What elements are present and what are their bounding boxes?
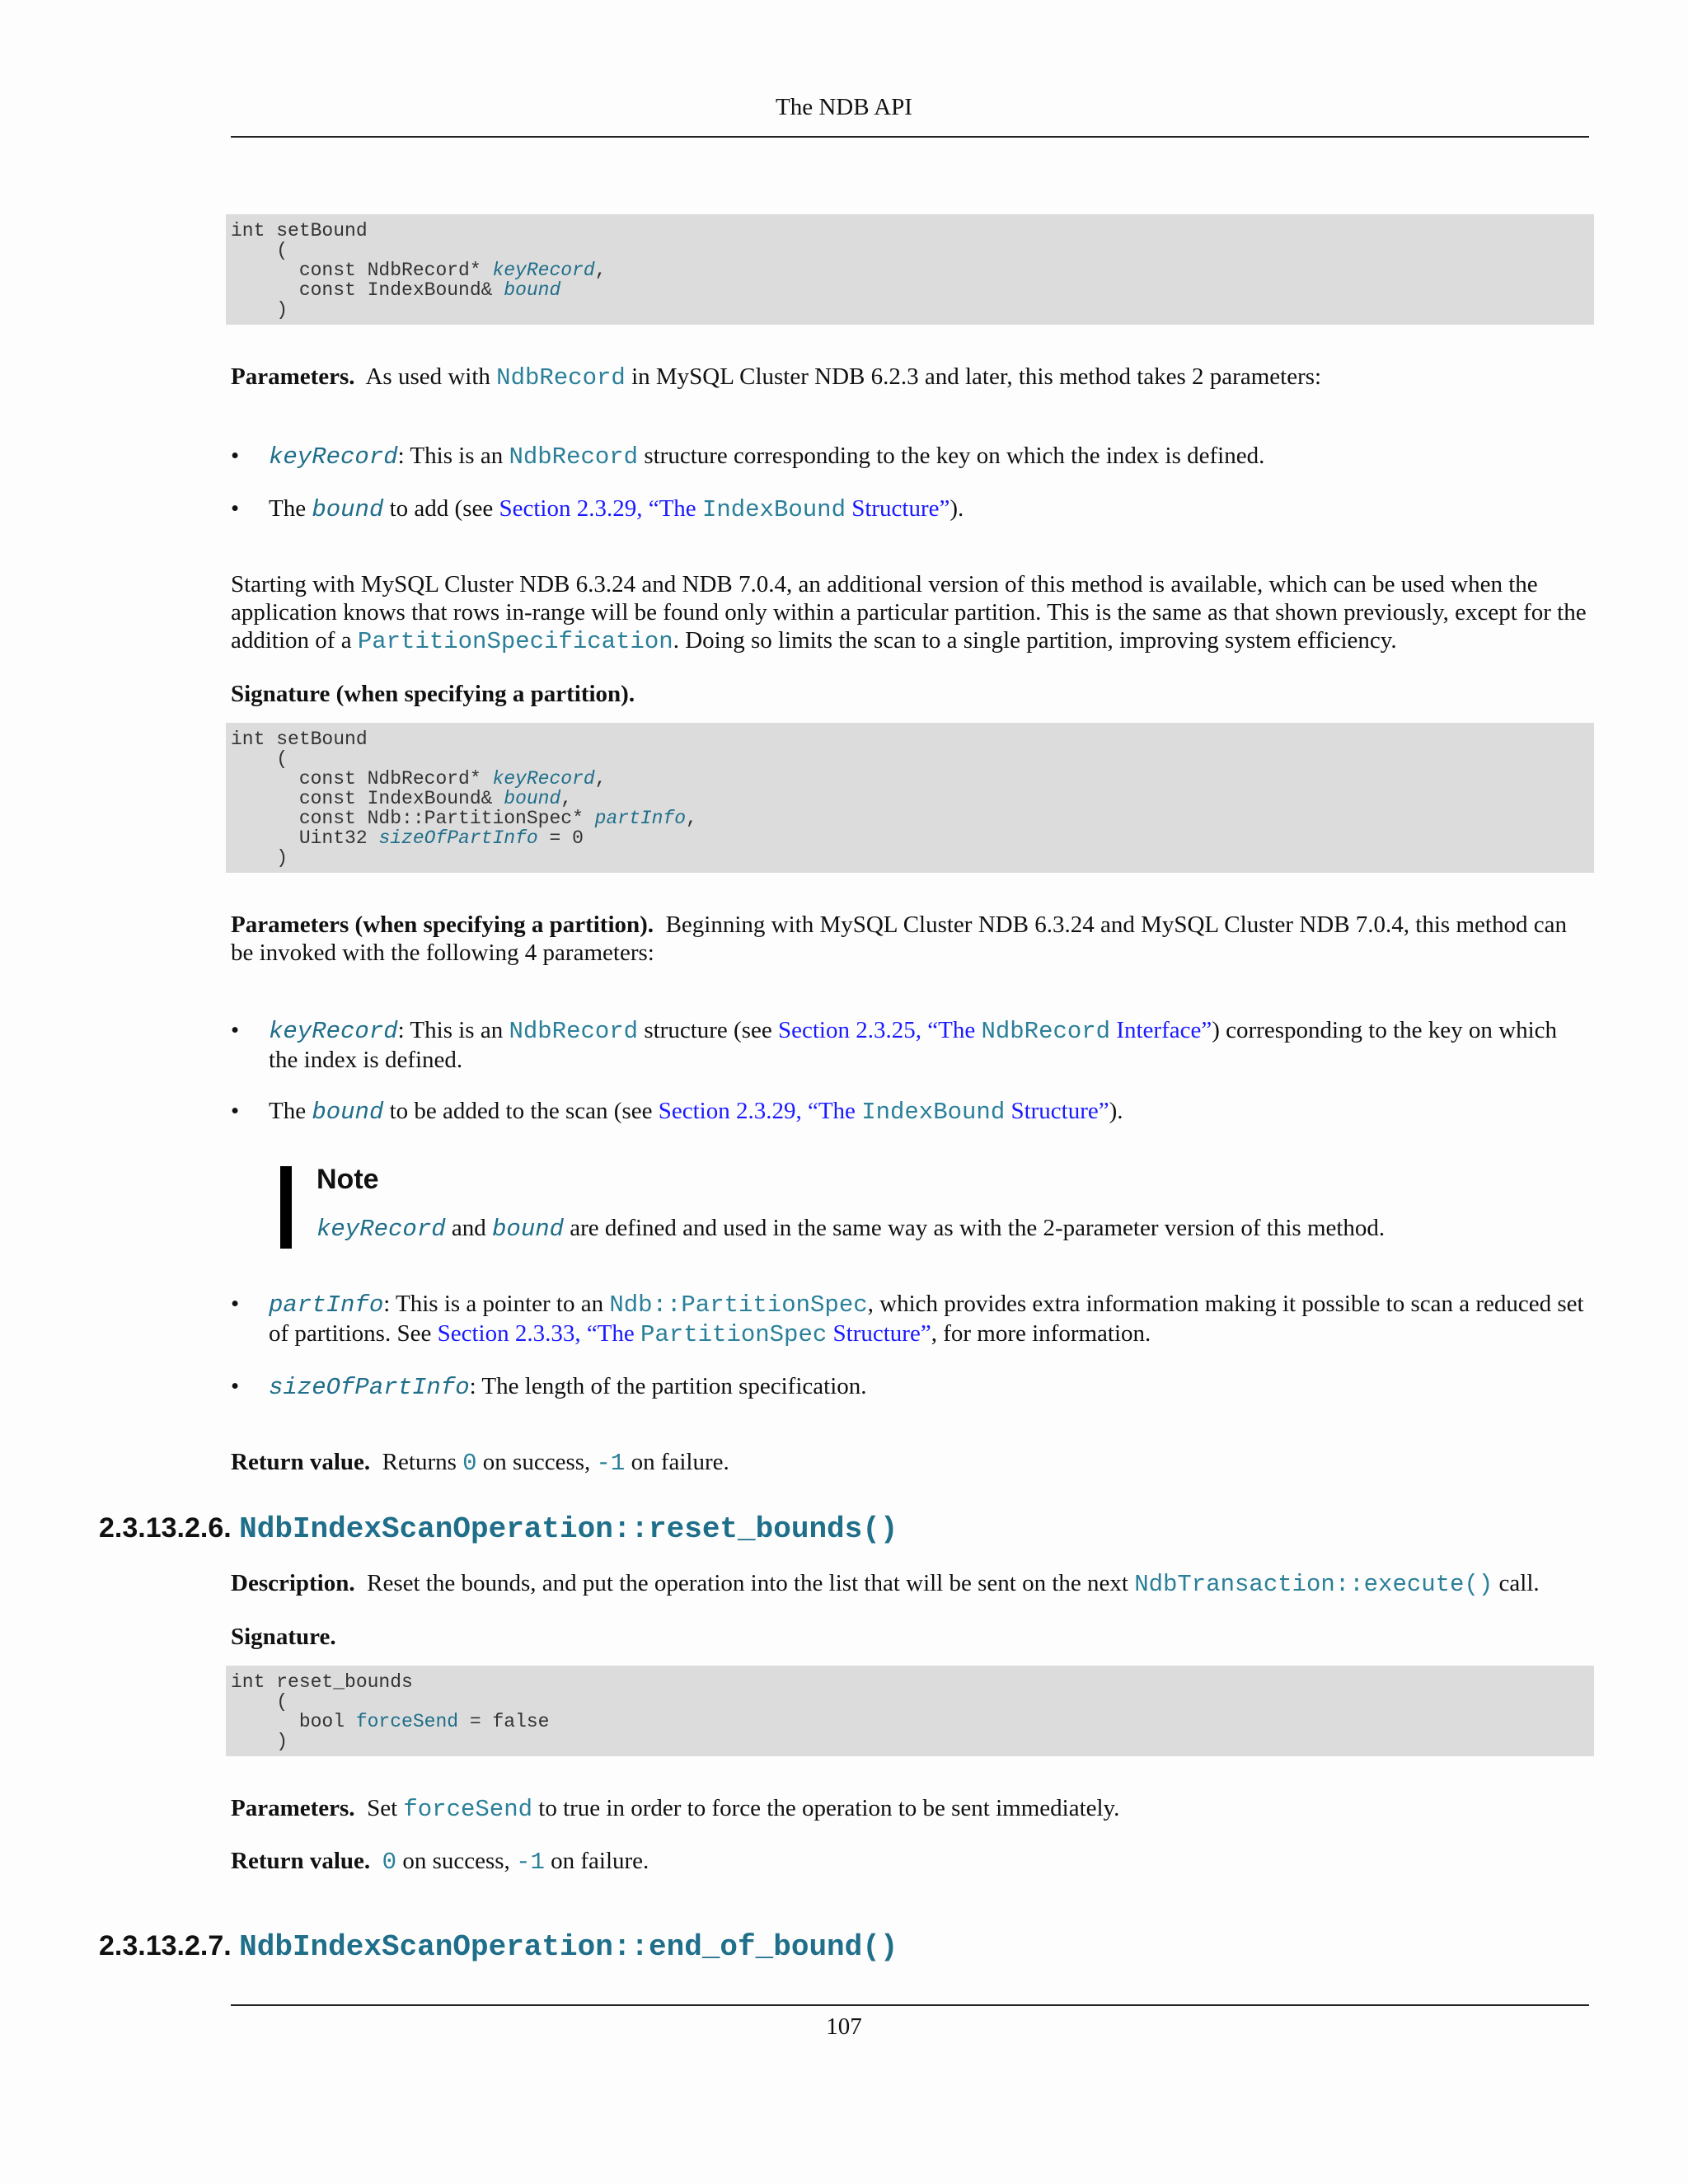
param-name: keyRecord xyxy=(269,443,398,471)
code-param: keyRecord xyxy=(492,768,595,790)
description-text: Reset the bounds, and put the operation into the list that will be sent on the next xyxy=(367,1570,1128,1596)
class-ref: IndexBound xyxy=(861,1099,1006,1126)
item-text: , for more information. xyxy=(931,1320,1151,1347)
signature-label: Signature (when specifying a partition). xyxy=(231,681,635,707)
section-link[interactable] xyxy=(778,1017,1212,1043)
item-text: The xyxy=(269,1098,307,1124)
code-line: int setBound xyxy=(231,220,368,241)
return-paragraph xyxy=(231,1847,1589,1877)
param-name: bound xyxy=(312,496,384,523)
param-list xyxy=(231,442,1589,524)
return-lead: Return value. xyxy=(231,1449,371,1475)
description-text: call. xyxy=(1498,1570,1540,1596)
code-line: ( xyxy=(231,240,288,261)
param-list xyxy=(231,1290,1589,1402)
params-partition-paragraph xyxy=(231,911,1589,967)
item-text: to add (see xyxy=(389,495,494,522)
param-name: sizeOfPartInfo xyxy=(269,1374,470,1401)
note-text xyxy=(316,1214,1589,1244)
literal-value: -1 xyxy=(516,1849,545,1876)
code-block-reset-bounds xyxy=(226,1666,1594,1756)
param-name: forceSend xyxy=(403,1796,533,1823)
code-line: int setBound xyxy=(231,729,368,750)
code-line: Uint32 sizeOfPartInfo = 0 xyxy=(231,827,584,849)
item-text: to be added to the scan (see xyxy=(389,1098,653,1124)
section-link[interactable] xyxy=(499,495,950,522)
partition-paragraph xyxy=(231,570,1589,656)
class-ref: Ndb::PartitionSpec xyxy=(609,1291,868,1319)
item-text: : This is a pointer to an xyxy=(383,1291,604,1317)
literal-value: 0 xyxy=(382,1849,397,1876)
class-ref: NdbRecord xyxy=(509,1018,639,1045)
class-ref: NdbTransaction::execute() xyxy=(1134,1571,1493,1598)
section-function: NdbIndexScanOperation::reset_bounds() xyxy=(239,1512,898,1546)
paragraph-text: . Doing so limits the scan to a single partition, improving system efficiency. xyxy=(673,627,1397,654)
class-ref: NdbRecord xyxy=(981,1018,1111,1045)
list-item xyxy=(231,1016,1589,1074)
item-text: ). xyxy=(950,495,964,522)
return-text: on failure. xyxy=(551,1848,649,1874)
link-text: Section 2.3.25, “The xyxy=(778,1017,976,1043)
link-text: Section 2.3.29, “The xyxy=(658,1098,856,1124)
header-title: The NDB API xyxy=(776,94,912,120)
item-text: ). xyxy=(1109,1098,1123,1124)
return-paragraph xyxy=(231,1448,1589,1478)
item-text: The xyxy=(269,495,307,522)
list-item xyxy=(231,1372,1589,1402)
return-lead: Return value. xyxy=(231,1848,371,1874)
link-text: Structure” xyxy=(832,1320,931,1347)
link-text: Structure” xyxy=(851,495,950,522)
item-text: structure corresponding to the key on which the index is defined. xyxy=(644,443,1265,469)
section-link[interactable] xyxy=(659,1098,1109,1124)
code-param: bound xyxy=(504,788,561,809)
link-text: Section 2.3.33, “The xyxy=(437,1320,635,1347)
class-ref: IndexBound xyxy=(701,496,846,523)
item-text: structure (see xyxy=(644,1017,772,1043)
code-param: partInfo xyxy=(594,808,687,829)
link-text: Interface” xyxy=(1116,1017,1212,1043)
header-rule xyxy=(231,136,1589,138)
description-paragraph xyxy=(231,1569,1589,1599)
class-ref: NdbRecord xyxy=(496,364,626,391)
page-content xyxy=(231,214,1589,1478)
note-text-part: and xyxy=(451,1215,486,1241)
item-text: : The length of the partition specification. xyxy=(469,1373,867,1399)
note-box xyxy=(280,1163,1589,1244)
section-heading-reset-bounds xyxy=(99,1512,898,1546)
section-link[interactable] xyxy=(438,1320,931,1347)
note-title: Note xyxy=(316,1164,379,1195)
link-text: Section 2.3.29, “The xyxy=(499,495,696,522)
code-line: const IndexBound& bound xyxy=(231,279,561,301)
code-line: ( xyxy=(231,1691,288,1713)
item-text: , which provides extra information making it possible to scan a reduced set of partitions. See xyxy=(269,1291,1584,1347)
class-ref: PartitionSpecification xyxy=(357,628,673,655)
signature-label-paragraph xyxy=(231,1623,1589,1651)
param-name: keyRecord xyxy=(316,1216,446,1243)
paragraph-text: Starting with MySQL Cluster NDB 6.3.24 and NDB 7.0.4, an additional version of this method is available, which can be used when the application knows that rows in-range will be found only within a particular partition. This is the same as that shown previously, except for the addition of a xyxy=(231,571,1587,654)
code-line: ) xyxy=(231,1731,288,1752)
code-line: const IndexBound& bound, xyxy=(231,788,573,809)
link-text: Structure” xyxy=(1010,1098,1109,1124)
code-param: keyRecord xyxy=(492,260,595,281)
section-function: NdbIndexScanOperation::end_of_bound() xyxy=(239,1930,898,1964)
params-text: in MySQL Cluster NDB 6.2.3 and later, this method takes 2 parameters: xyxy=(631,363,1322,390)
literal-value: -1 xyxy=(596,1450,626,1477)
params-paragraph xyxy=(231,363,1589,392)
params-text: As used with xyxy=(365,363,490,390)
code-line: const NdbRecord* keyRecord, xyxy=(231,768,607,790)
item-text: : This is an xyxy=(397,443,504,469)
code-param: sizeOfPartInfo xyxy=(378,827,538,849)
params-lead: Parameters (when specifying a partition). xyxy=(231,912,654,938)
list-item xyxy=(231,494,1589,524)
code-param: bound xyxy=(504,279,561,301)
signature-partition-label xyxy=(231,680,1589,708)
param-name: partInfo xyxy=(269,1291,384,1319)
section-number: 2.3.13.2.7. xyxy=(99,1930,232,1961)
param-list xyxy=(231,1016,1589,1127)
param-name: bound xyxy=(312,1099,384,1126)
param-name: bound xyxy=(492,1216,565,1243)
section-heading-end-of-bound xyxy=(99,1930,898,1964)
params-lead: Parameters. xyxy=(231,363,355,390)
code-line: const NdbRecord* keyRecord, xyxy=(231,260,607,281)
param-name: keyRecord xyxy=(269,1018,398,1045)
note-bar xyxy=(280,1166,292,1249)
return-text: on failure. xyxy=(631,1449,729,1475)
code-line: ) xyxy=(231,847,288,869)
signature-label: Signature. xyxy=(231,1624,336,1650)
params-paragraph xyxy=(231,1794,1589,1824)
note-text-part: are defined and used in the same way as with the 2-parameter version of this method. xyxy=(570,1215,1386,1241)
return-text: Returns xyxy=(382,1449,457,1475)
item-text: : This is an xyxy=(397,1017,504,1043)
code-block-setbound-partition xyxy=(226,723,1594,873)
code-line: const Ndb::PartitionSpec* partInfo, xyxy=(231,808,697,829)
page-number: 107 xyxy=(826,2013,862,2040)
class-ref: NdbRecord xyxy=(509,443,639,471)
params-lead: Parameters. xyxy=(231,1795,355,1821)
footer-rule xyxy=(231,2004,1589,2006)
literal-value: 0 xyxy=(462,1450,477,1477)
section-number: 2.3.13.2.6. xyxy=(99,1512,232,1544)
code-line: bool forceSend = false xyxy=(231,1711,550,1732)
code-line: ( xyxy=(231,748,288,770)
return-text: on success, xyxy=(482,1449,591,1475)
description-lead: Description. xyxy=(231,1570,355,1596)
list-item xyxy=(231,1290,1589,1349)
list-item xyxy=(231,442,1589,471)
code-block-setbound xyxy=(226,214,1594,325)
code-line: int reset_bounds xyxy=(231,1671,413,1693)
return-text: on success, xyxy=(402,1848,510,1874)
class-ref: PartitionSpec xyxy=(640,1321,828,1348)
params-text: to true in order to force the operation to be sent immediately. xyxy=(538,1795,1120,1821)
code-line: ) xyxy=(231,299,288,321)
paragraph-text: Beginning with MySQL Cluster NDB 6.3.24 and MySQL Cluster NDB 7.0.4, this method can be invoked with the following 4 parameters: xyxy=(231,912,1567,966)
params-text: Set xyxy=(367,1795,398,1821)
reset-bounds-content xyxy=(231,1569,1589,1877)
item-text: ) corresponding to the key on which the index is defined. xyxy=(269,1017,1558,1073)
list-item xyxy=(231,1097,1589,1127)
code-param: forceSend xyxy=(355,1711,459,1732)
